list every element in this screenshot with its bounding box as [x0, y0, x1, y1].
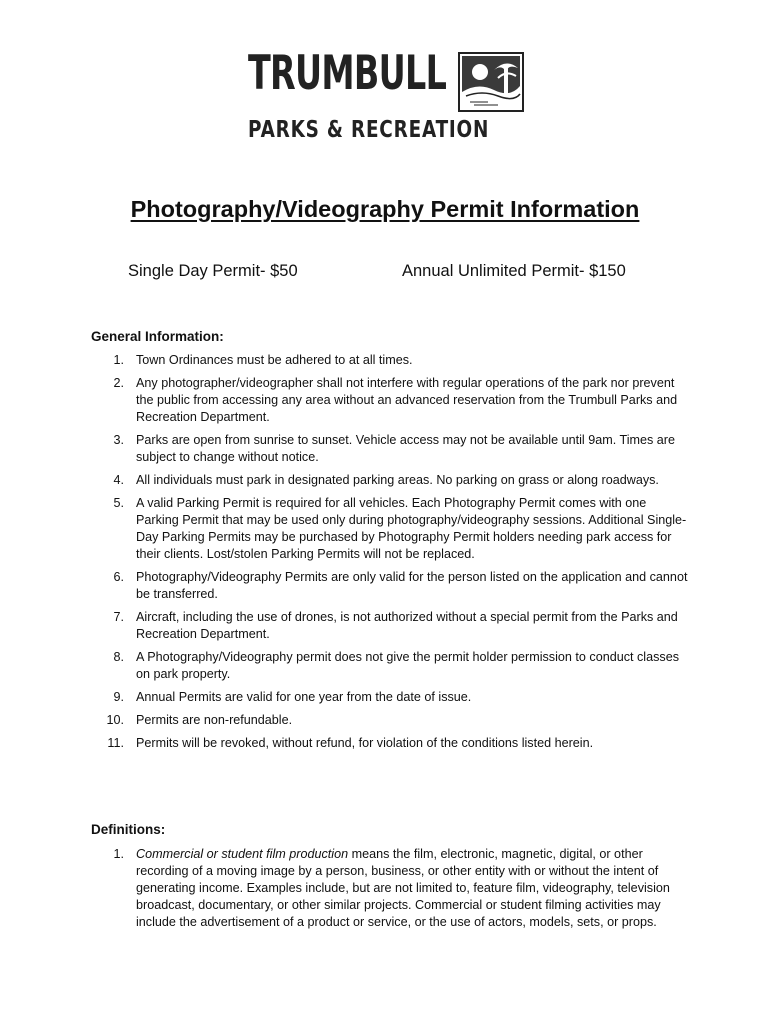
list-item-text: Permits will be revoked, without refund, for violation of the conditions listed herein.: [136, 736, 594, 750]
list-item: [91, 375, 691, 426]
list-item: [91, 846, 691, 931]
definitions-list: [91, 846, 691, 937]
list-item-number: 2.: [113, 376, 124, 390]
list-item: [91, 569, 691, 603]
list-item-number: 8.: [113, 650, 124, 664]
list-item-text: means the film, electronic, magnetic, digital, or other recording of a moving image by a person, business, or other entity with or without the intent of generating income. Examples include, but are not limited to, feature film, videography, television broadcast, documentary, or other similar projects. Commercial or student filming activities may include the advertisement of a product or service, or the use of actors, models, sets, or props.: [136, 847, 670, 929]
list-item-number: 10.: [106, 713, 124, 727]
list-item: [91, 712, 691, 729]
annual-permit-price: Annual Unlimited Permit- $150: [402, 262, 626, 280]
single-day-permit-price: Single Day Permit- $50: [128, 262, 298, 280]
list-item-text: Photography/Videography Permits are only valid for the person listed on the application and cannot be transferred.: [136, 570, 688, 601]
definition-term: Commercial or student film production: [136, 847, 349, 861]
list-item-text: Any photographer/videographer shall not interfere with regular operations of the park nor prevent the public from accessing any area without an advanced reservation from the Trumbull Parks and Recreation Department.: [136, 376, 678, 424]
list-item-number: 6.: [113, 570, 124, 584]
list-item-text: Town Ordinances must be adhered to at all times.: [136, 353, 413, 367]
general-info-list: [91, 352, 691, 758]
list-item-text: Parks are open from sunrise to sunset. Vehicle access may not be available until 9am. Times are subject to change without notice.: [136, 433, 675, 464]
list-item-number: 1.: [113, 353, 124, 367]
list-item-number: 7.: [113, 610, 124, 624]
list-item: [91, 495, 691, 563]
logo-title: TRUMBULL: [248, 46, 447, 101]
logo-subtitle: PARKS & RECREATION: [248, 117, 490, 143]
page-title: Photography/Videography Permit Information: [130, 196, 640, 222]
list-item: [91, 472, 691, 489]
list-item: [91, 735, 691, 752]
park-landscape-icon: [458, 52, 524, 112]
list-item-number: 5.: [113, 496, 124, 510]
list-item-number: 3.: [113, 433, 124, 447]
list-item-text: Annual Permits are valid for one year from the date of issue.: [136, 690, 472, 704]
list-item-text: Aircraft, including the use of drones, is not authorized without a special permit from the Parks and Recreation Department.: [136, 610, 678, 641]
definitions-heading: Definitions:: [91, 822, 166, 837]
list-item-number: 9.: [113, 690, 124, 704]
general-info-heading: General Information:: [91, 329, 224, 344]
list-item-text: A Photography/Videography permit does not give the permit holder permission to conduct classes on park property.: [136, 650, 680, 681]
list-item: [91, 432, 691, 466]
list-item: [91, 609, 691, 643]
list-item-text: All individuals must park in designated parking areas. No parking on grass or along roadways.: [136, 473, 659, 487]
list-item-text: Permits are non-refundable.: [136, 713, 293, 727]
list-item: [91, 649, 691, 683]
list-item: [91, 689, 691, 706]
trumbull-logo: [248, 46, 528, 145]
list-item-text: A valid Parking Permit is required for all vehicles. Each Photography Permit comes with one Parking Permit that may be used only during photography/videography sessions. Additional Single-Day Parking Permits may be purchased by Photography Permit holders needing park access for their clients. Lost/stolen Parking Permits will not be replaced.: [136, 496, 687, 561]
list-item-number: 11.: [107, 736, 124, 750]
list-item-number: 4.: [113, 473, 124, 487]
list-item: [91, 352, 691, 369]
list-item-number: 1.: [113, 847, 124, 861]
